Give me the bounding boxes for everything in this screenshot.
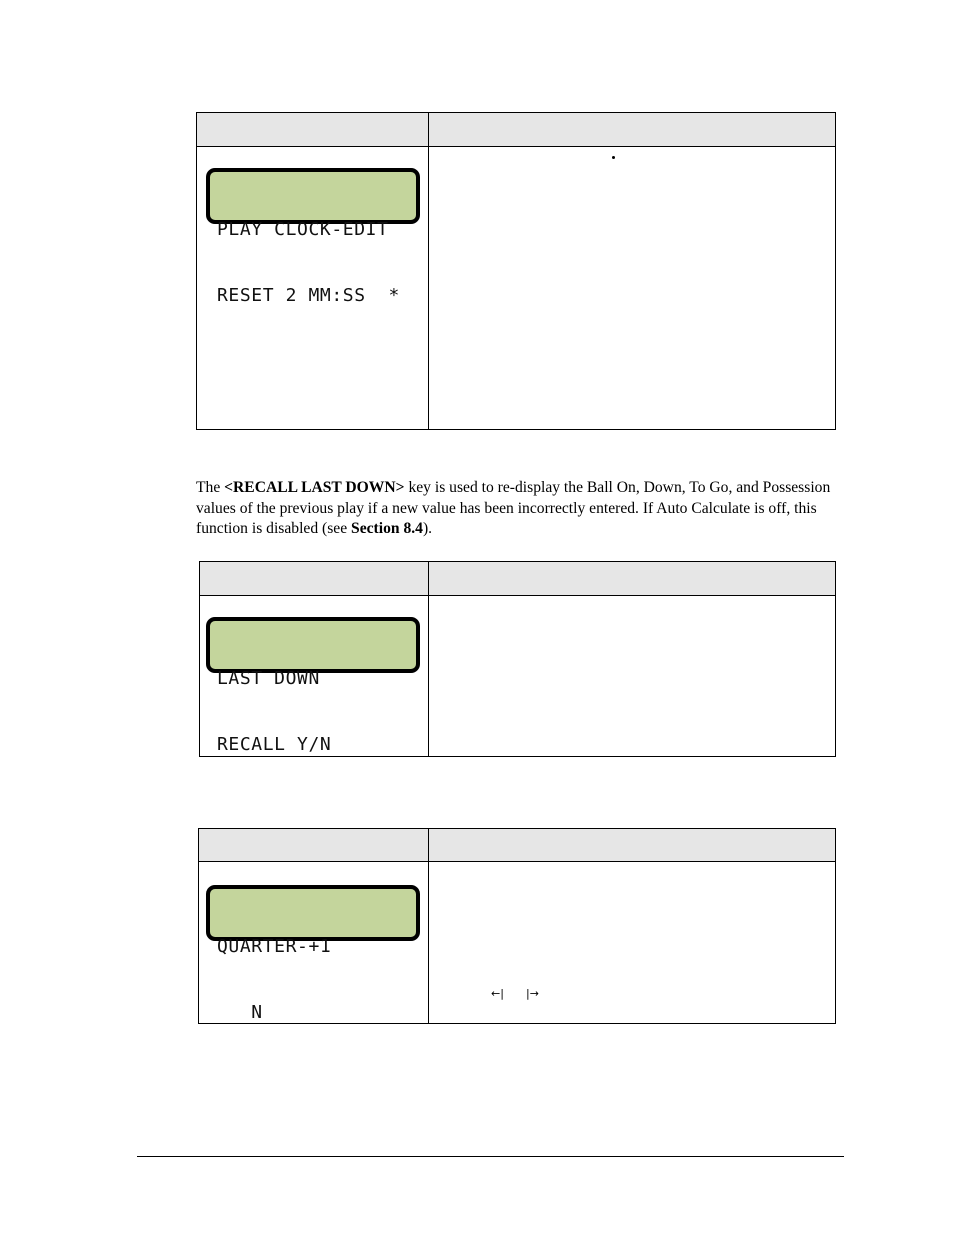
table-last-down-recall	[199, 561, 836, 757]
bullet-dot	[612, 156, 615, 159]
column-divider	[428, 562, 429, 756]
lcd-line-1: QUARTER-+1	[217, 936, 332, 957]
lcd-line-2: RESET 2 MM:SS *	[217, 285, 400, 306]
left-arrow-icon: ←|	[491, 987, 504, 1000]
table-header	[200, 562, 835, 596]
recall-last-down-key: <RECALL LAST DOWN>	[224, 479, 405, 496]
lcd-line-1: PLAY CLOCK-EDIT	[217, 219, 389, 240]
lcd-line-2: RECALL Y/N	[217, 734, 332, 755]
recall-last-down-paragraph	[196, 478, 836, 540]
right-arrow-icon: |→	[526, 987, 539, 1000]
para-text-2: key is used to re-display the Ball On, Down, To Go, and Possession values of the previous play if a new value has been incorrectly entered. If Auto Calculate is off, this function is disabled (see	[196, 479, 831, 537]
table-play-clock-edit	[196, 112, 836, 430]
lcd-display-quarter	[206, 885, 420, 1023]
section-reference: Section 8.4	[351, 520, 423, 537]
para-text-3: ).	[422, 520, 433, 537]
lcd-display-play-clock	[206, 168, 420, 306]
para-text-1: The	[196, 479, 225, 496]
footer-rule	[137, 1156, 844, 1157]
table-quarter	[198, 828, 836, 1024]
lcd-line-1: LAST DOWN	[217, 668, 320, 689]
column-divider	[428, 113, 429, 429]
lcd-display-last-down	[206, 617, 420, 755]
table-header	[199, 829, 835, 862]
column-divider	[428, 829, 429, 1023]
table-header	[197, 113, 835, 147]
lcd-line-2: N	[217, 1002, 263, 1023]
